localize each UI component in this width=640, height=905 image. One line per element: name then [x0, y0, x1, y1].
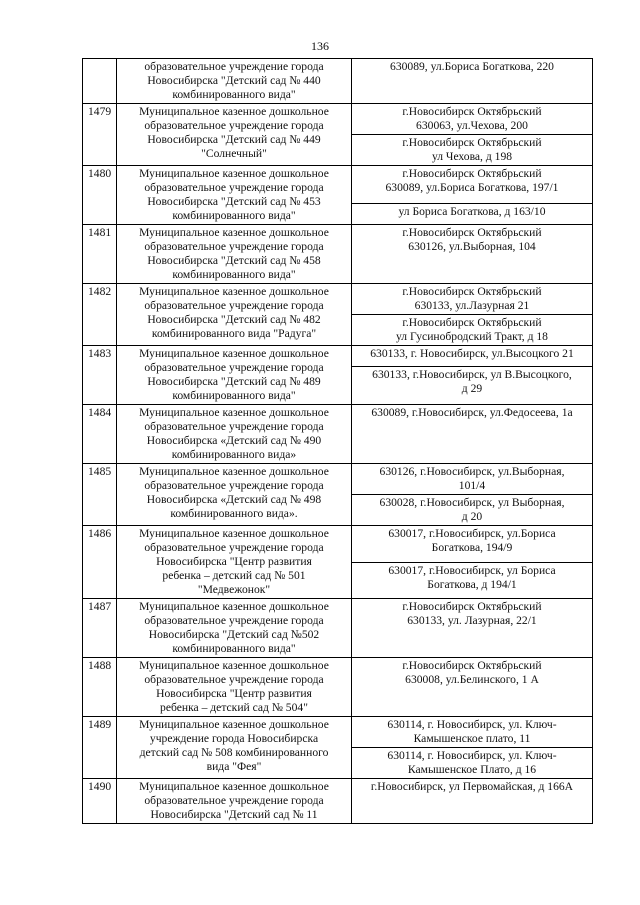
address-line: г.Новосибирск Октябрьский — [402, 600, 542, 613]
table-row — [83, 405, 593, 464]
institution-name-line: образовательное учреждение города — [144, 794, 324, 807]
row-number: 1481 — [83, 225, 117, 284]
address-line: г.Новосибирск Октябрьский — [402, 167, 542, 180]
institution-name-line: образовательное учреждение города — [144, 361, 324, 374]
address-cell — [352, 562, 593, 599]
institution-name-line: Муниципальное казенное дошкольное — [139, 347, 329, 360]
table-row — [83, 599, 593, 658]
table-row — [83, 346, 593, 367]
institution-name-line: Новосибирска «Детский сад № 498 — [146, 493, 322, 506]
address-line: 630089, ул.Бориса Богаткова, 197/1 — [385, 181, 559, 194]
row-number: 1485 — [83, 464, 117, 526]
institution-name-line: Муниципальное казенное дошкольное — [139, 167, 329, 180]
institution-name — [117, 658, 352, 717]
institution-name-line: Новосибирска «Детский сад № 490 — [146, 434, 322, 447]
address-line: 630126, ул.Выборная, 104 — [408, 240, 536, 253]
address-cell — [352, 284, 593, 315]
address-line: д 29 — [461, 381, 483, 395]
institution-name-line: комбинированного вида" — [172, 209, 296, 222]
address-cell — [352, 748, 593, 779]
table-row — [83, 59, 593, 104]
institution-name-line: Новосибирска "Детский сад № 440 — [147, 74, 321, 87]
address-line: 630063, ул.Чехова, 200 — [416, 119, 528, 132]
table-row — [83, 658, 593, 717]
table-row — [83, 717, 593, 748]
address-line: Камышенское плато, 11 — [413, 732, 531, 745]
institution-name-line: Муниципальное казенное дошкольное — [139, 465, 329, 478]
address-line: 630126, г.Новосибирск, ул.Выборная, — [379, 465, 565, 478]
institution-name-line: комбинированного вида "Радуга" — [151, 327, 317, 340]
institution-name-line: образовательное учреждение города — [144, 240, 324, 253]
address-cell — [352, 366, 593, 404]
institution-name-line: образовательное учреждение города — [144, 614, 324, 627]
institution-name-line: "Медвежонок" — [197, 583, 271, 596]
address-cell — [352, 599, 593, 658]
table-body — [83, 59, 593, 824]
row-number: 1480 — [83, 166, 117, 225]
address-line: г.Новосибирск Октябрьский — [402, 105, 542, 118]
table-row — [83, 284, 593, 315]
address-line: 630133, г.Новосибирск, ул В.Высоцкого, — [372, 367, 572, 381]
institution-name — [117, 104, 352, 166]
address-cell — [352, 135, 593, 166]
row-number: 1488 — [83, 658, 117, 717]
institution-name-line: Муниципальное казенное дошкольное — [139, 780, 329, 793]
institution-name-line: Новосибирска "Детский сад № 449 — [147, 133, 321, 146]
institution-name — [117, 225, 352, 284]
institution-name-line: комбинированного вида" — [172, 389, 296, 402]
table-row — [83, 166, 593, 204]
address-line: 630028, г.Новосибирск, ул Выборная, — [379, 496, 565, 509]
row-number: 1486 — [83, 526, 117, 599]
row-number: 1490 — [83, 779, 117, 824]
row-number: 1479 — [83, 104, 117, 166]
institution-name-line: Новосибирска "Центр развития — [156, 555, 312, 568]
table-row — [83, 104, 593, 135]
table-row — [83, 779, 593, 824]
institution-name — [117, 346, 352, 405]
address-line: г.Новосибирск Октябрьский — [402, 316, 542, 329]
address-cell — [352, 346, 593, 367]
address-cell — [352, 225, 593, 284]
address-line: 630017, г.Новосибирск, ул Бориса — [388, 563, 556, 577]
institution-name-line: образовательное учреждение города — [144, 299, 324, 312]
address-line: 630114, г. Новосибирск, ул. Ключ- — [387, 749, 557, 762]
address-line: 630089, ул.Бориса Богаткова, 220 — [390, 60, 554, 73]
institution-name — [117, 166, 352, 225]
address-cell — [352, 717, 593, 748]
institution-name-line: Муниципальное казенное дошкольное — [139, 600, 329, 613]
institution-name — [117, 59, 352, 104]
address-line: ул Бориса Богаткова, д 163/10 — [398, 205, 546, 219]
address-line: 630114, г. Новосибирск, ул. Ключ- — [387, 718, 557, 731]
address-line: д 20 — [461, 510, 483, 523]
row-number: 1489 — [83, 717, 117, 779]
address-cell — [352, 315, 593, 346]
address-line: 101/4 — [458, 479, 486, 492]
institutions-table — [82, 58, 593, 824]
address-line: г.Новосибирск Октябрьский — [402, 226, 542, 239]
table-row — [83, 526, 593, 563]
row-number — [83, 59, 117, 104]
address-line: 630089, г.Новосибирск, ул.Федосеева, 1а — [371, 406, 573, 419]
institution-name-line: образовательное учреждение города — [144, 673, 324, 686]
address-line: 630008, ул.Белинского, 1 А — [405, 673, 539, 686]
institution-name-line: Новосибирска "Детский сад № 11 — [150, 808, 318, 821]
address-line: Богаткова, 194/9 — [431, 541, 513, 554]
institution-name-line: образовательное учреждение города — [144, 479, 324, 492]
table-row — [83, 464, 593, 495]
address-line: Богаткова, д 194/1 — [427, 577, 517, 591]
institution-name-line: Муниципальное казенное дошкольное — [139, 285, 329, 298]
row-number: 1487 — [83, 599, 117, 658]
institution-name-line: Новосибирска "Детский сад № 453 — [147, 195, 321, 208]
address-line: 630133, г. Новосибирск, ул.Высоцкого 21 — [370, 347, 574, 360]
address-line: 630017, г.Новосибирск, ул.Бориса — [388, 527, 556, 540]
address-line: г.Новосибирск, ул Первомайская, д 166А — [370, 780, 574, 793]
institution-name-line: Новосибирска "Центр развития — [156, 687, 312, 700]
address-cell — [352, 658, 593, 717]
institution-name-line: образовательное учреждение города — [144, 420, 324, 433]
address-line: г.Новосибирск Октябрьский — [402, 136, 542, 149]
institution-name — [117, 464, 352, 526]
institution-name-line: Муниципальное казенное дошкольное — [139, 105, 329, 118]
institution-name-line: образовательное учреждение города — [144, 181, 324, 194]
institution-name-line: Новосибирска "Детский сад № 482 — [147, 313, 321, 326]
address-cell — [352, 405, 593, 464]
address-line: Камышенское Плато, д 16 — [407, 763, 537, 776]
institution-name-line: вида "Фея" — [206, 760, 262, 773]
institution-name-line: учреждение города Новосибирска — [149, 732, 319, 745]
institution-name-line: "Солнечный" — [201, 147, 267, 160]
address-cell — [352, 59, 593, 104]
institution-name-line: образовательное учреждение города — [144, 119, 324, 132]
row-number: 1482 — [83, 284, 117, 346]
address-cell — [352, 495, 593, 526]
institution-name-line: комбинированного вида" — [172, 88, 296, 101]
row-number: 1484 — [83, 405, 117, 464]
table-row — [83, 225, 593, 284]
institution-name-line: комбинированного вида» — [171, 448, 297, 461]
address-cell — [352, 204, 593, 225]
institution-name-line: Муниципальное казенное дошкольное — [139, 718, 329, 731]
address-cell — [352, 166, 593, 204]
address-cell — [352, 464, 593, 495]
institution-name — [117, 526, 352, 599]
institution-name — [117, 717, 352, 779]
address-line: 630133, ул.Лазурная 21 — [414, 299, 530, 312]
address-line: г.Новосибирск Октябрьский — [402, 659, 542, 672]
institution-name-line: Муниципальное казенное дошкольное — [139, 659, 329, 672]
institution-name-line: Муниципальное казенное дошкольное — [139, 226, 329, 239]
address-line: ул Гусинобродский Тракт, д 18 — [396, 330, 548, 343]
institution-name-line: образовательное учреждение города — [144, 541, 324, 554]
institution-name-line: комбинированного вида" — [172, 268, 296, 281]
institution-name — [117, 779, 352, 824]
institution-name-line: комбинированного вида" — [172, 642, 296, 655]
address-cell — [352, 526, 593, 563]
institution-name-line: ребенка – детский сад № 504" — [160, 701, 308, 714]
institution-name — [117, 405, 352, 464]
address-line: ул Чехова, д 198 — [431, 150, 513, 163]
institution-name-line: детский сад № 508 комбинированного — [139, 746, 329, 759]
address-cell — [352, 779, 593, 824]
institution-name-line: Муниципальное казенное дошкольное — [139, 527, 329, 540]
institution-name — [117, 284, 352, 346]
address-line: 630133, ул. Лазурная, 22/1 — [407, 614, 537, 627]
institution-name-line: Муниципальное казенное дошкольное — [139, 406, 329, 419]
row-number: 1483 — [83, 346, 117, 405]
institution-name-line: Новосибирска "Детский сад № 489 — [147, 375, 321, 388]
institution-name-line: ребенка – детский сад № 501 — [162, 569, 306, 582]
institution-name-line: Новосибирска "Детский сад №502 — [148, 628, 320, 641]
institution-name-line: образовательное учреждение города — [144, 60, 324, 73]
address-line: г.Новосибирск Октябрьский — [402, 285, 542, 298]
address-cell — [352, 104, 593, 135]
institution-name-line: Новосибирска "Детский сад № 458 — [147, 254, 321, 267]
page-number: 136 — [311, 39, 329, 53]
institution-name — [117, 599, 352, 658]
institution-name-line: комбинированного вида». — [170, 507, 298, 520]
